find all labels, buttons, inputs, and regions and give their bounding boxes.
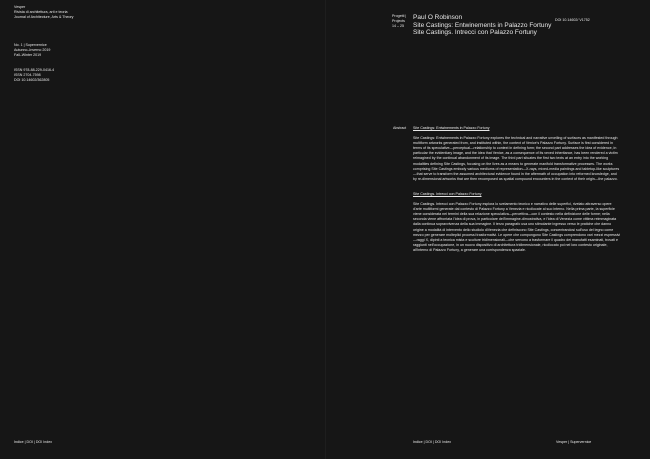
abstract-spacer (413, 182, 621, 192)
article-header (413, 14, 563, 37)
journal-name: Vesper (14, 5, 26, 9)
abstract-en-title: Site Castings: Entwinements in Palazzo Fortuny (413, 126, 490, 130)
left-footer[interactable]: Indice | DOI | DOI Index (14, 440, 53, 444)
issue-number: No. 1 | Supervernice (14, 43, 47, 47)
article-title-it: Site Castings. Intrecci con Palazzo Fortuny (413, 29, 537, 37)
doi-line: DOI 10.14602/362805 (14, 78, 50, 83)
right-footer-index[interactable]: Indice | DOI | DOI Index (413, 440, 452, 444)
journal-subtitle-en: Journal of Architecture, Arts & Theory (14, 15, 74, 20)
issn-line: ISSN 2704-7598 (14, 73, 41, 78)
abstract-en-text: Site Castings: Entwinements in Palazzo Fortuny explores the technical and narrative unveiling of surfaces as manifested through multiform artworks generated from, and instituted within, the context of Venice's Palazzo Fortuny. Surface is first considered in terms of its speculative—perceptual—relationship to context in defining form; the second part addresses the idea of evidence, in particular the evidentiary image, and the idea that Venice, as a consequence of its vexed inheritance, has been rendered a victim reimagined by the continual abandonment of its image. The third part situates the first two texts at an entry into the working modalities defining Site Castings, focusing on the lives as a means to generate manifold transformative processes. The works comprising Site Castings embody various mediums of representation—X-rays, mixed-media paintings and tabletop-like sculptures—that serve to transform the assumed architectural evidence found in the aftermath of occupation into reformed knowledge, and by re-dimensional artworks that are then recomposed as spatial compound encounters in the context of their origin—the palazzo. (413, 136, 620, 181)
abstract-label: Abstract (393, 126, 407, 130)
article-doi[interactable]: DOI 10.14602/ V1752 (555, 18, 590, 22)
identifier-info (14, 68, 114, 83)
issue-season-en: Fall–Winter 2019 (14, 53, 42, 58)
article-title-en: Site Castings: Entwinements in Palazzo Fortuny (413, 21, 552, 29)
isbn-line: ISSN 978-88-229-0416-4 (14, 68, 55, 72)
section-name: Progetti | Projects (392, 14, 407, 24)
section-label (392, 14, 412, 29)
abstract-it-text: Site Castings. Intrecci con Palazzo Fortuny esplora lo svelamento tecnico e narrativo delle superfici, rivelato attraverso opere d'arte multiformi generate dal contesto di Palazzo Fortuny a Venezia e ricollocate al suo interno. Nella prima parte, la superficie viene considerata nei termini della sua relazione speculativa—percettiva—con il contesto nella definizione delle forme; nella seconda viene affrontata l'idea di prova, in particolare dell'immagine-dimostrativa, e l'idea di Venezia come vittima reimmaginata dalla continua sopravvivenza della sua immagine. Il terzo paragrafo usa uno stimolante ingresso verso le pratiche che danno origine a modalità di intervento dello studiolo diVenezia che definiscono Site Castings, concentrandosi sull'uso del legno come mezzo per generare molteplici processi trasformativi. Le opere che compongono Site Castings comprendono vari mezzi espressivi—raggi X, dipinti a tecnica mista e sculture tridimensionali—che servono a trasformare il quadro dei manufatti esaminati, trovati e raggiunti nell'occupazione, in un nuovo dispositivo di architettura tridimensionale, ricollocato poi nel loro contesto originale, all'interno di Palazzo Fortuny, a generare una corrispondenza spaziale. (413, 202, 621, 252)
page-range: 14 – 25 (392, 24, 404, 29)
abstract-it-title: Site Castings. Intrecci con Palazzo Fortuny (413, 191, 482, 196)
article-author: Paul O Robinson (413, 14, 463, 21)
right-footer-journal: Vesper | Supervernice (556, 440, 592, 444)
journal-subtitle-it: Rivista di architettura, arti e teoria (14, 10, 68, 15)
page-spine (325, 0, 326, 459)
issue-info (14, 43, 114, 58)
abstract-body (413, 126, 621, 253)
journal-info (14, 5, 114, 20)
issue-season-it: Autunno–Inverno 2019 (14, 48, 51, 53)
